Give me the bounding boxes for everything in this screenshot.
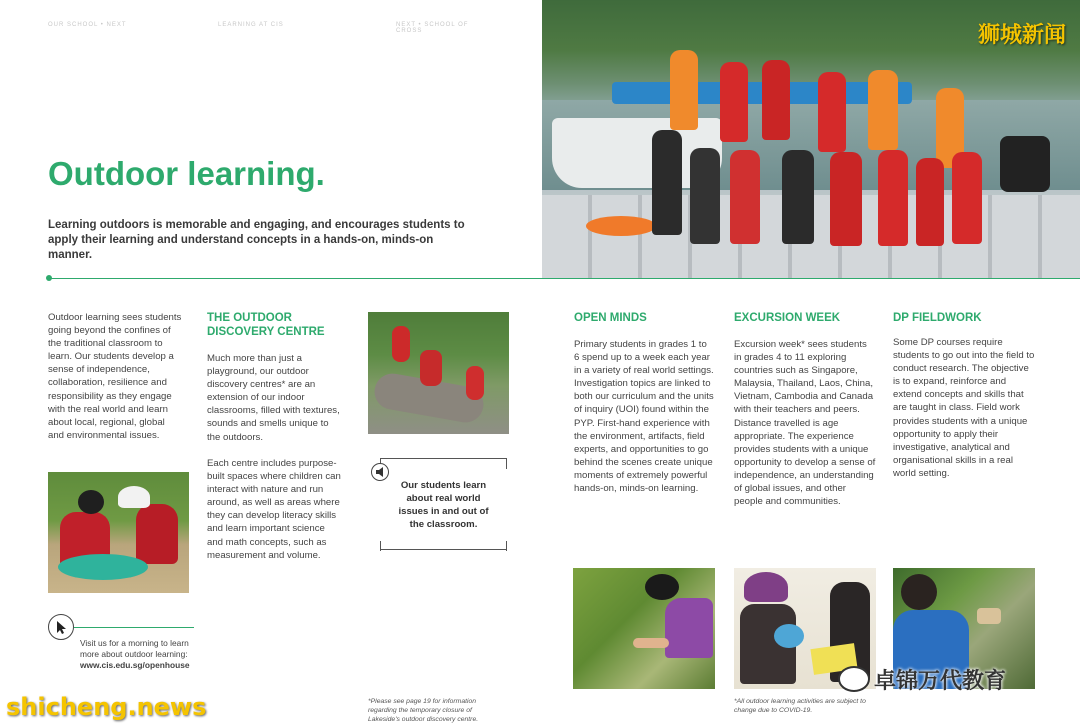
page-title: Outdoor learning. [48, 155, 325, 192]
col6-text: Some DP courses require students to go out into the field to conduct research. The objective is to expand, reinforce and extend concepts and skills that are taught in class. Field work provides students with a unique opportunity to apply their investigative, analytical and organisational skills in a real world setting. [893, 337, 1035, 479]
col1-text: Outdoor learning sees students going beyond the confines of the traditional classroom to learn. Our students develop a sense of independence, collaboration, resilience and responsibility as they engage with the real world and learn about local, regional, global and environmental issues. [48, 312, 182, 441]
top-nav-item-1[interactable]: OUR SCHOOL • NEXT [48, 22, 127, 28]
section-divider [48, 278, 1080, 279]
cursor-icon [48, 614, 74, 640]
heading-open-minds: OPEN MINDS [574, 312, 647, 324]
wechat-icon [838, 666, 870, 692]
watermark-bottom-right: 卓锦万代教育 [874, 669, 1007, 694]
heading-outdoor-discovery-centre: THE OUTDOOR DISCOVERY CENTRE [207, 312, 325, 338]
visit-url-link[interactable]: www.cis.edu.sg/openhouse [80, 660, 190, 670]
col5-text: Excursion week* sees students in grades 4 to 11 exploring countries such as Singapore, Malaysia, Thailand, Laos, China, Vietnam, Cambodia and Canada with their teachers and peers. Distance travelled is age appropriate. The experience provides students with a unique opportunity to develop a sense of independence, an understanding of global issues, and other people and communities. [734, 339, 876, 508]
col2-para2: Each centre includes purpose-built spaces where children can interact with nature and run around, as well as areas where they can develop literacy skills and learn important science and math concepts, such as measurement and volume. [207, 458, 341, 561]
visit-text-block [80, 638, 200, 671]
megaphone-icon [371, 463, 389, 481]
col5-footnote: *All outdoor learning activities are subject to change due to COVID-19. [734, 698, 866, 714]
top-nav-item-2[interactable]: LEARNING AT CIS [218, 22, 284, 28]
heading-excursion-week: EXCURSION WEEK [734, 312, 841, 324]
watermark-top-right: 狮城新闻 [977, 23, 1066, 48]
open-minds-photo [573, 568, 715, 689]
visit-text: Visit us for a morning to learn more about outdoor learning: [80, 638, 189, 659]
children-log-photo [368, 312, 509, 434]
top-nav [48, 22, 488, 34]
col2-para1: Much more than just a playground, our outdoor discovery centres* are an extension of our indoor classrooms, filled with textures, sounds and smells unique to the outdoors. [207, 353, 340, 443]
top-nav-item-3[interactable]: NEXT • SCHOOL OF CROSS [396, 22, 469, 34]
col3-footnote: *Please see page 19 for information regarding the temporary closure of Lakeside's outdoor discovery centre. [368, 698, 479, 723]
quote-text: Our students learn about real world issues in and out of the classroom. [398, 480, 489, 530]
visit-divider [74, 627, 194, 628]
children-play-photo [48, 472, 189, 593]
divider-dot [46, 275, 52, 281]
col4-text: Primary students in grades 1 to 6 spend up to a week each year in a variety of real world settings. Investigation topics are linked to both our curriculum and the units of inquiry (UOI) found within the PYP. First-hand experience with the environment, artifacts, field experts, and opportunities to go behind the scenes create unique moments of extremely powerful hands-on, minds-on learning. [574, 339, 714, 495]
quote-box [380, 458, 507, 550]
page-intro: Learning outdoors is memorable and engaging, and encourages students to apply their learning and understand concepts in a hands-on, minds-on manner. [48, 219, 465, 261]
heading-dp-fieldwork: DP FIELDWORK [893, 312, 982, 324]
watermark-bottom-left: shicheng.news [6, 693, 207, 721]
